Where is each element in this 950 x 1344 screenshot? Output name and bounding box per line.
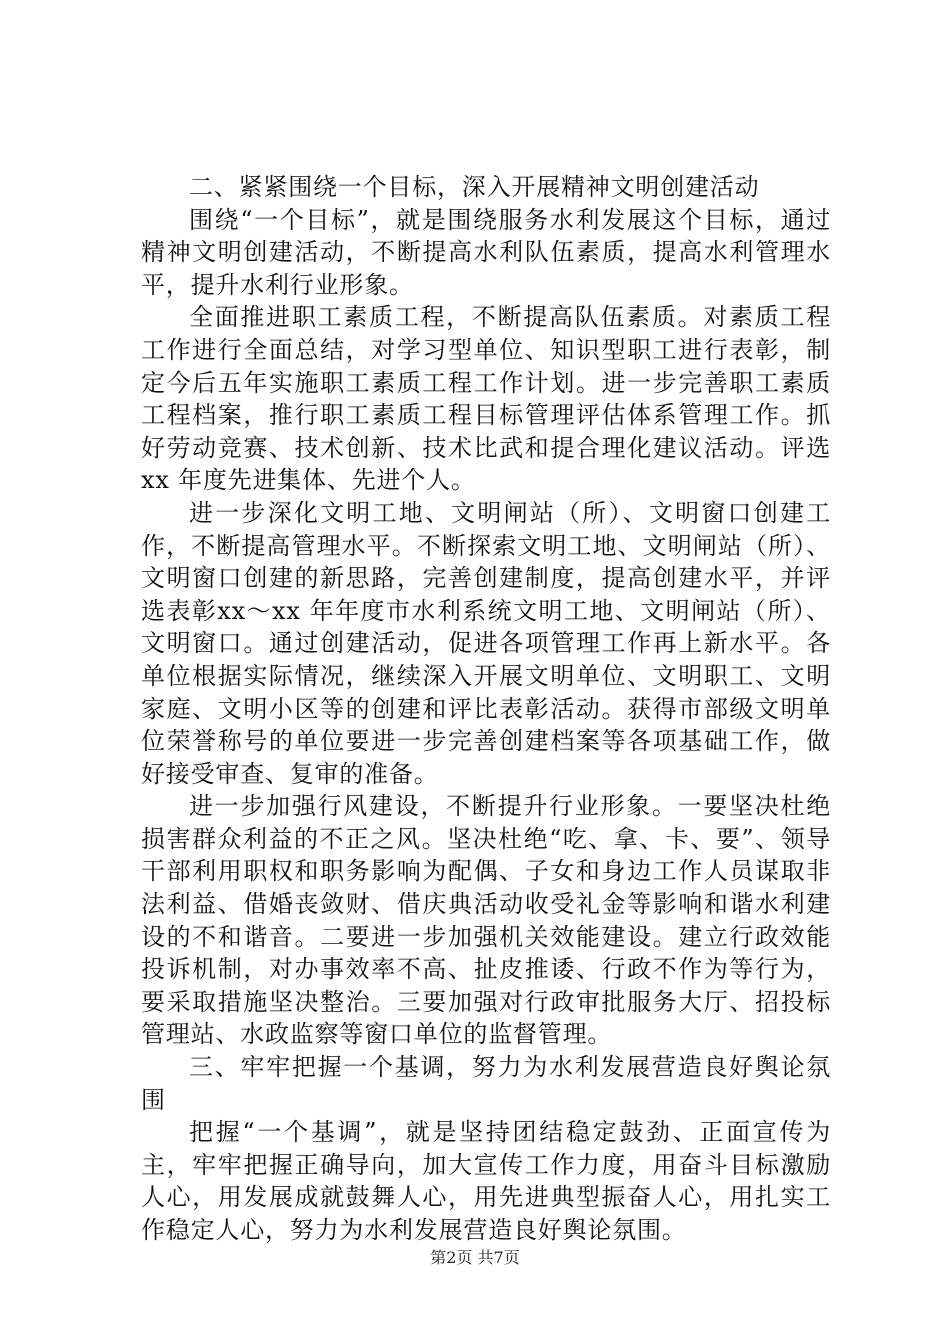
document-body	[141, 171, 831, 1247]
body-paragraph: 进一步加强行风建设，不断提升行业形象。一要坚决杜绝损害群众利益的不正之风。坚决杜绝“吃、拿、卡、要”、领导干部利用职权和职务影响为配偶、子女和身边工作人员谋取非法利益、借婚丧敛财、借庆典活动收受礼金等影响和谐水利建设的不和谐音。二要进一步加强机关效能建设。建立行政效能投诉机制，对办事效率不高、扯皮推诿、行政不作为等行为，要采取措施坚决整治。三要加强对行政审批服务大厅、招投标管理站、水政监察等窗口单位的监督管理。	[141, 792, 831, 1049]
page-number-footer: 第2页 共7页	[430, 1248, 520, 1267]
section-heading: 二、紧紧围绕一个目标，深入开展精神文明创建活动	[189, 173, 760, 201]
body-paragraph: 围绕“一个目标”，就是围绕服务水利发展这个目标，通过精神文明创建活动，不断提高水利队伍素质，提高水利管理水平，提升水利行业形象。	[141, 205, 831, 299]
body-paragraph: 全面推进职工素质工程，不断提高队伍素质。对素质工程工作进行全面总结，对学习型单位、知识型职工进行表彰，制定今后五年实施职工素质工程工作计划。进一步完善职工素质工程档案，推行职工素质工程目标管理评估体系管理工作。抓好劳动竞赛、技术创新、技术比武和提合理化建议活动。评选xx 年度先进集体、先进个人。	[141, 303, 831, 495]
section-heading: 三、牢牢把握一个基调，努力为水利发展营造良好舆论氛围	[141, 1053, 831, 1114]
body-paragraph: 把握“一个基调”，就是坚持团结稳定鼓劲、正面宣传为主，牢牢把握正确导向，加大宣传工作力度，用奋斗目标激励人心，用发展成就鼓舞人心，用先进典型振奋人心，用扎实工作稳定人心，努力为水利发展营造良好舆论氛围。	[141, 1118, 831, 1244]
body-paragraph: 进一步深化文明工地、文明闸站（所）、文明窗口创建工作，不断提高管理水平。不断探索文明工地、文明闸站（所）、文明窗口创建的新思路，完善创建制度，提高创建水平，并评选表彰xx～xx 年年度市水利系统文明工地、文明闸站（所）、文明窗口。通过创建活动，促进各项管理工作再上新水平。各单位根据实际情况，继续深入开展文明单位、文明职工、文明家庭、文明小区等的创建和评比表彰活动。获得市部级文明单位荣誉称号的单位要进一步完善创建档案等各项基础工作，做好接受审查、复审的准备。	[141, 498, 831, 788]
